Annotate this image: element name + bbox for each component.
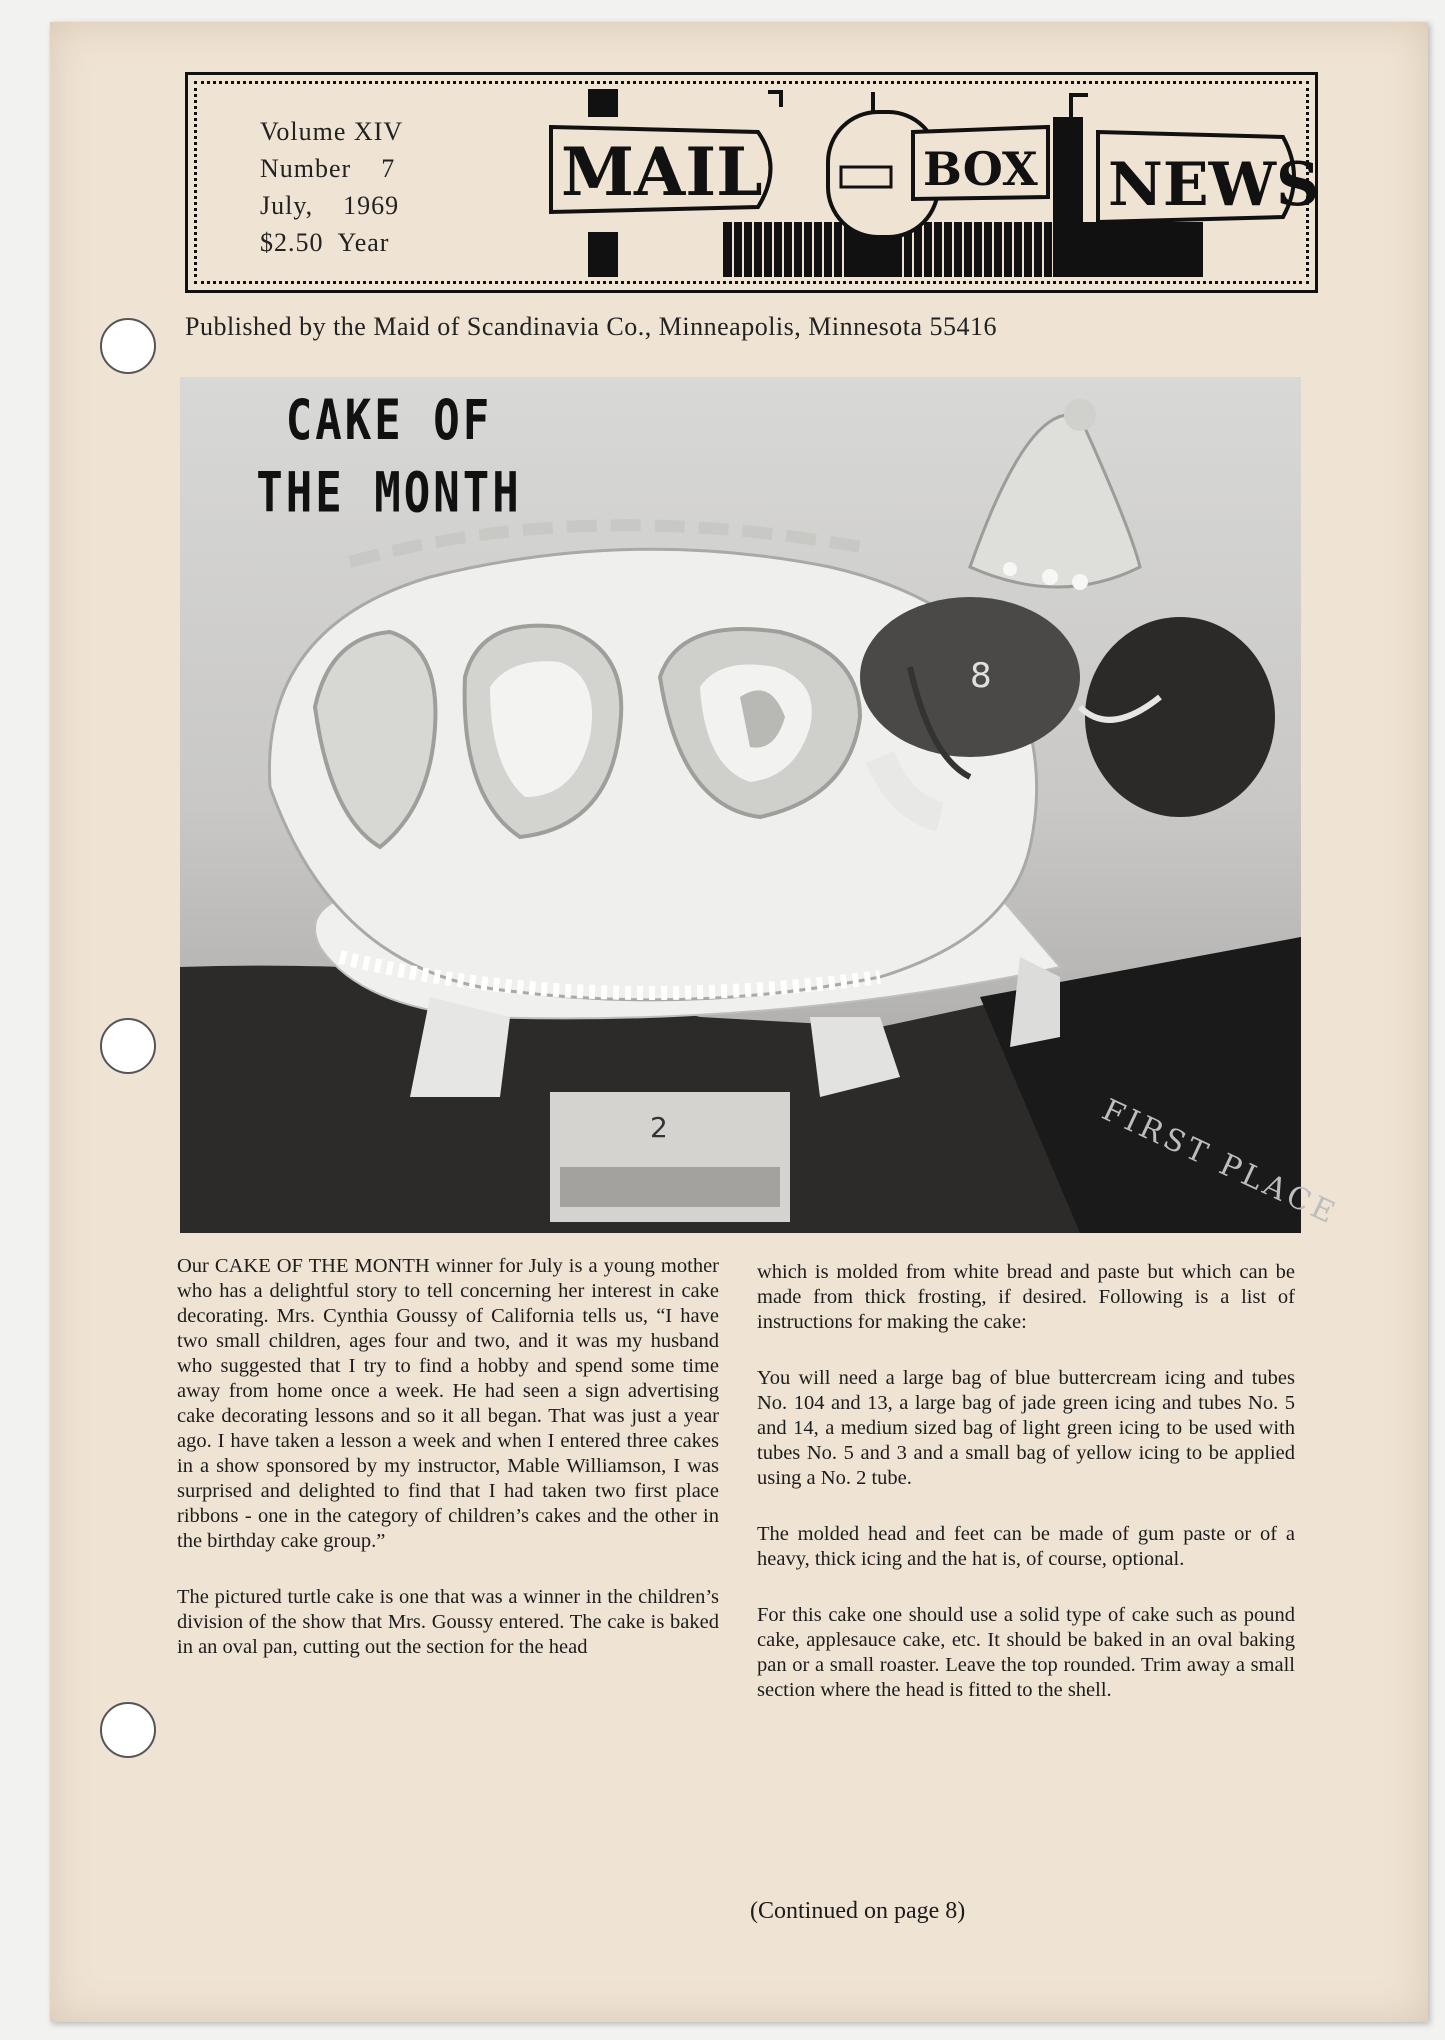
article-paragraph: Our CAKE OF THE MONTH winner for July is a young mother who has a delightful story to tell concerning her interest in cake decorating. Mrs. Cynthia Goussy of California tells us, “I have two small children, ages four and two, and it was my husband who suggested that I try to find a hobby and spend some time away from home once a week. He had seen a sign advertising cake decorating lessons and so it all began. That was just a year ago. I have taken a lesson a week and when I entered three cakes in a show sponsored by my instructor, Mable Williamson, I was surprised and delighted to find that I had taken two first place ribbons - one in the category of children’s cakes and the other in the birthday cake group.” <box>177 1255 719 1552</box>
article-paragraph: You will need a large bag of blue buttercream icing and tubes No. 104 and 13, a large bag of jade green icing and tubes No. 5 and 14, a medium sized bag of light green icing to be used with tubes No. 5 and 3 and a small bag of yellow icing to be applied using a No. 2 tube. <box>757 1367 1295 1489</box>
masthead <box>185 72 1318 293</box>
logo-word-news: NEWS <box>1108 150 1320 220</box>
logo-word-box: BOX <box>923 142 1038 196</box>
first-place-ribbon-text: FIRST PLACE <box>1096 1092 1344 1233</box>
article-paragraph: The pictured turtle cake is one that was a winner in the children’s division of the show that Mrs. Goussy entered. The cake is baked in an oval pan, cutting out the section for the head <box>177 1586 719 1658</box>
cake-of-the-month-title <box>244 385 534 530</box>
price-label: $2.50 Year <box>260 228 390 257</box>
cake-title-line2: THE MONTH <box>256 461 522 525</box>
binder-hole-bottom <box>100 1702 156 1758</box>
mailbox-news-logo <box>543 87 1320 277</box>
volume-label: Volume XIV <box>260 117 404 146</box>
article-column-left <box>177 1254 719 1691</box>
binder-hole-middle <box>100 1018 156 1074</box>
article-paragraph: For this cake one should use a solid type of cake such as pound cake, applesauce cake, etc. It should be baked in an oval baking pan or a small roaster. Leave the top rounded. Trim away a small section where the head is fitted to the shell. <box>757 1604 1295 1701</box>
turtle-cake-photo <box>180 377 1344 1233</box>
binder-hole-top <box>100 318 156 374</box>
continued-note: (Continued on page 8) <box>750 1898 966 1924</box>
article-paragraph: which is molded from white bread and paste but which can be made from thick frosting, if desired. Following is a list of instructions for making the cake: <box>757 1261 1295 1333</box>
date-label: July, 1969 <box>260 191 400 220</box>
entry-card-number: 2 <box>650 1111 668 1144</box>
issue-info <box>260 113 403 261</box>
article-column-right <box>757 1260 1295 1734</box>
number-label: Number 7 <box>260 154 396 183</box>
svg-text:8: 8 <box>970 656 992 696</box>
logo-word-mail: MAIL <box>561 133 763 211</box>
publisher-line: Published by the Maid of Scandinavia Co., Minneapolis, Minnesota 55416 <box>185 312 998 341</box>
article-paragraph: The molded head and feet can be made of gum paste or of a heavy, thick icing and the hat is, of course, optional. <box>757 1523 1295 1570</box>
cake-title-line1: CAKE OF <box>285 388 493 453</box>
